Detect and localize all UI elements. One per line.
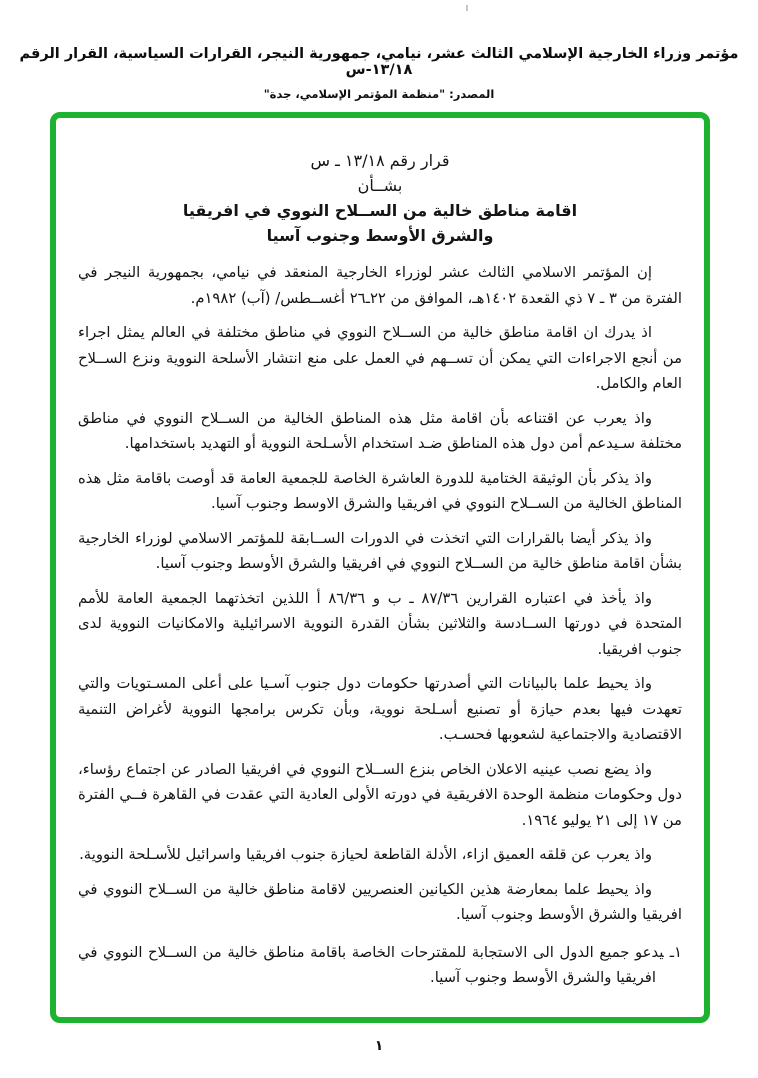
header-source: المصدر: "منظمة المؤتمر الإسلامي، جدة" bbox=[263, 87, 495, 101]
preamble-paragraph: واذ يعرب عن قلقه العميق ازاء، الأدلة القاطعة لحيازة جنوب افريقيا واسرائيل للأسـلحة النووية. bbox=[79, 846, 652, 863]
preamble-paragraph: واذ يعرب عن اقتناعه بأن اقامة مثل هذه المناطق الخالية من الســلاح النووي في مناطق مختلفة سـيدعم أمن دول هذه المناطق ضـد استخدام الأسـلحة النووية أو التهديد باستخدامها. bbox=[78, 409, 682, 452]
operative-item-1 bbox=[78, 940, 682, 991]
resolution-title-block bbox=[78, 148, 682, 248]
item-number: ١ـ bbox=[669, 943, 682, 961]
preamble-paragraph: واذ يذكر بأن الوثيقة الختامية للدورة العاشرة الخاصة للجمعية العامة قد أوصت باقامة مثل هذه المناطق الخالية من الســلاح النووي في افريقيا والشرق الاوسط وجنوب آسيا. bbox=[78, 469, 682, 512]
item-text: يدعو جميع الدول الى الاستجابة للمقترحات الخاصة باقامة مناطق خالية من الســلاح النووي في افريقيا والشرق الأوسط وجنوب آسيا. bbox=[78, 943, 664, 986]
preamble-paragraph: اذ يدرك ان اقامة مناطق خالية من الســلاح النووي في مناطق مختلفة في العالم يمثل اجراء من أنجع الاجراءات التي يمكن أن تســهم في العمل على منع انتشار الأسلحة النووية ونزع الســلاح العام والكامل. bbox=[78, 324, 682, 392]
preamble-paragraph: واذ يذكر أيضا بالقرارات التي اتخذت في الدورات الســابقة للمؤتمر الاسلامي لوزراء الخارجية بشأن اقامة مناطق خالية من الســلاح النووي في افريقيا والشرق الأوسط وجنوب آسيا. bbox=[78, 529, 682, 572]
preamble-paragraph: واذ يضع نصب عينيه الاعلان الخاص بنزع الســلاح النووي في افريقيا الصادر عن اجتماع رؤساء، دول وحكومات منظمة الوحدة الافريقية في دورته الأولى العادية التي عقدت في القاهرة فــي الفترة من ١٧ إلى ٢١ يوليو ١٩٦٤. bbox=[78, 760, 682, 829]
preamble-paragraph: إن المؤتمر الاسلامي الثالث عشر لوزراء الخارجية المنعقد في نيامي، بجمهورية النيجر في الفترة من ٣ ـ ٧ ذي القعدة ١٤٠٢هـ، الموافق من ٢٢ـ٢٦ أغســطس/ (آب) ١٩٨٢م. bbox=[78, 264, 682, 307]
resolution-subject-word: بشــأن bbox=[357, 176, 403, 195]
green-border-frame bbox=[50, 112, 710, 1023]
preamble-paragraph: واذ يحيط علما بالبيانات التي أصدرتها حكومات دول جنوب آسـيا على أعلى المسـتويات والتي تعهدت فيها بعدم حيازة أو تصنيع أسـلحة نووية، وبأن تكرس برامجها النووية لأغراض التنمية الاقتصادية والاجتماعية لشعوبها فحسـب. bbox=[78, 675, 682, 743]
resolution-subject-line2: والشرق الأوسط وجنوب آسيا bbox=[266, 226, 494, 245]
resolution-body bbox=[78, 260, 682, 991]
header-title: مؤتمر وزراء الخارجية الإسلامي الثالث عشر، نيامي، جمهورية النيجر، القرارات السياسية، القرار الرقم ١٣/١٨-س bbox=[19, 46, 739, 78]
document-header bbox=[0, 46, 758, 101]
preamble-paragraph: واذ يأخذ في اعتباره القرارين ٨٧/٣٦ ـ ب و ٨٦/٣٦ أ اللذين اتخذتهما الجمعية العامة للأمم المتحدة في دورتها الســادسة والثلاثين بشأن القدرة النووية الاسرائيلية والامكانيات النووية لدى جنوب افريقيا. bbox=[78, 589, 682, 658]
resolution-subject-line1: اقامة مناطق خالية من الســلاح النووي في افريقيا bbox=[182, 201, 578, 220]
page-number: ١ bbox=[374, 1038, 384, 1054]
scan-artifact-speck bbox=[466, 5, 468, 11]
document-content bbox=[56, 118, 704, 1017]
preamble-paragraph: واذ يحيط علما بمعارضة هذين الكيانين العنصريين لاقامة مناطق خالية من الســلاح النووي في افريقيا والشرق الأوسط وجنوب آسيا. bbox=[78, 880, 682, 923]
resolution-number-line: قرار رقم ١٣/١٨ ـ س bbox=[310, 151, 450, 170]
